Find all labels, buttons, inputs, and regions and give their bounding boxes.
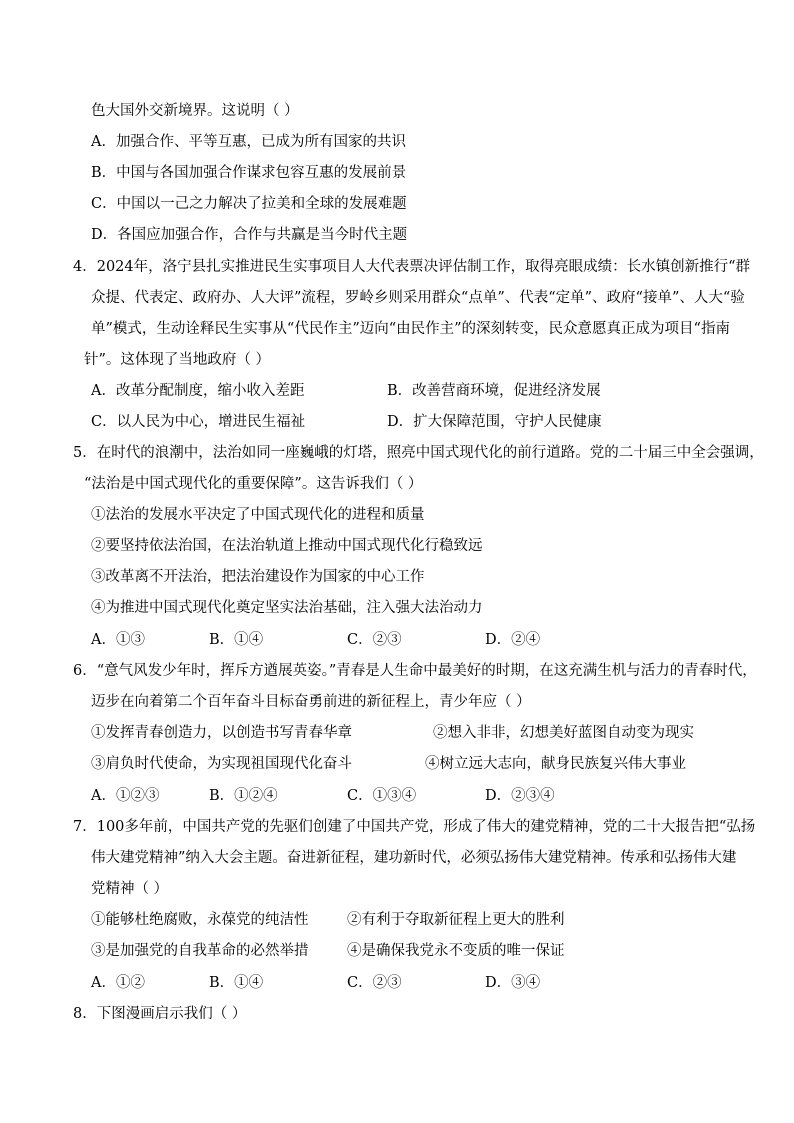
q5-item-4: ④为推进中国式现代化奠定坚实法治基础，注入强大法治动力: [91, 600, 483, 616]
q5-option-b: B．①④: [209, 632, 264, 648]
q6-item-4: ④树立远大志向，献身民族复兴伟大事业: [425, 756, 686, 772]
q6-option-a: A．①②③: [91, 788, 160, 804]
q5-option-d: D．②④: [485, 632, 541, 648]
q8-stem: 8．下图漫画启示我们（ ）: [73, 1006, 247, 1022]
q3-option-b: B．中国与各国加强合作谋求包容互惠的发展前景: [91, 165, 407, 181]
q7-items-row-1: [91, 910, 711, 930]
q7-stem-line-3: 党精神（ ）: [91, 881, 169, 897]
q5-item-2: ②要坚持依法治国，在法治轨道上推动中国式现代化行稳致远: [91, 538, 483, 554]
q4-stem-line-1: 4．2024年，洛宁县扎实推进民生实事项目人大代表票决评估制工作，取得亮眼成绩：长水镇创新推行“群: [73, 259, 751, 275]
q4-stem-line-3: 单”模式，生动诠释民生实事从“代民作主”迈向“由民作主”的深刻转变，民众意愿真正成为项目“指南: [91, 321, 730, 337]
q7-option-c: C．②③: [347, 975, 402, 991]
q6-items-row-2: [91, 754, 711, 774]
q6-option-b: B．①②④: [209, 788, 278, 804]
q5-options-row: [91, 630, 711, 650]
q5-stem-line-1: 5．在时代的浪潮中，法治如同一座巍峨的灯塔，照亮中国式现代化的前行道路。党的二十届三中全会强调，: [73, 445, 764, 461]
q7-item-1: ①能够杜绝腐败，永葆党的纯洁性: [91, 912, 309, 928]
q4-option-c: C．以人民为中心，增进民生福祉: [91, 414, 306, 430]
q5-option-c: C．②③: [347, 632, 402, 648]
q7-option-d: D．③④: [485, 975, 541, 991]
q4-option-d: D．扩大保障范围，守护人民健康: [387, 414, 602, 430]
q7-option-b: B．①④: [209, 975, 264, 991]
q6-option-d: D．②③④: [485, 788, 555, 804]
q7-item-4: ④是确保我党永不变质的唯一保证: [347, 943, 565, 959]
q7-option-a: A．①②: [91, 975, 145, 991]
q7-item-3: ③是加强党的自我革命的必然举措: [91, 943, 309, 959]
q7-stem-line-1: 7．100多年前，中国共产党的先驱们创建了中国共产党，形成了伟大的建党精神，党的二十大报告把“弘扬: [73, 819, 756, 835]
q4-options-row-1: [91, 381, 711, 401]
q6-item-3: ③肩负时代使命，为实现祖国现代化奋斗: [91, 756, 352, 772]
q7-options-row: [91, 973, 711, 993]
q4-option-a: A．改革分配制度，缩小收入差距: [91, 383, 305, 399]
q6-item-1: ①发挥青春创造力，以创造书写青春华章: [91, 725, 352, 741]
q7-stem-line-2: 伟大建党精神”纳入大会主题。奋进新征程，建功新时代，必须弘扬伟大建党精神。传承和弘扬伟大建: [91, 850, 737, 866]
q3-option-a: A．加强合作、平等互惠，已成为所有国家的共识: [91, 134, 406, 150]
q5-item-3: ③改革离不开法治，把法治建设作为国家的中心工作: [91, 569, 425, 585]
q6-stem-line-1: 6．“意气风发少年时，挥斥方遒展英姿。”青春是人生命中最美好的时期，在这充满生机与活力的青春时代，: [73, 663, 757, 679]
q5-stem-line-2: “法治是中国式现代化的重要保障”。这告诉我们（ ）: [84, 476, 423, 492]
q6-items-row-1: [91, 723, 711, 743]
q5-option-a: A．①③: [91, 632, 145, 648]
q4-stem-line-4: 针”。这体现了当地政府（ ）: [84, 352, 271, 368]
q4-stem-line-2: 众提、代表定、政府办、人大评”流程，罗岭乡则采用群众“点单”、代表“定单”、政府“接单”、人大“验: [91, 290, 745, 306]
q5-item-1: ①法治的发展水平决定了中国式现代化的进程和质量: [91, 507, 425, 523]
q3-option-c: C．中国以一己之力解决了拉美和全球的发展难题: [91, 196, 407, 212]
q6-stem-line-2: 迈步在向着第二个百年奋斗目标奋勇前进的新征程上，青少年应（ ）: [91, 694, 531, 710]
q3-stem-tail: 色大国外交新境界。这说明（ ）: [91, 103, 299, 119]
q3-option-d: D．各国应加强合作，合作与共赢是当今时代主题: [91, 227, 408, 243]
q6-options-row: [91, 786, 711, 806]
q6-item-2: ②想入非非，幻想美好蓝图自动变为现实: [433, 725, 694, 741]
q6-option-c: C．①③④: [347, 788, 417, 804]
q7-item-2: ②有利于夺取新征程上更大的胜利: [347, 912, 565, 928]
q7-items-row-2: [91, 941, 711, 961]
q4-options-row-2: [91, 412, 711, 432]
q4-option-b: B．改善营商环境，促进经济发展: [387, 383, 601, 399]
